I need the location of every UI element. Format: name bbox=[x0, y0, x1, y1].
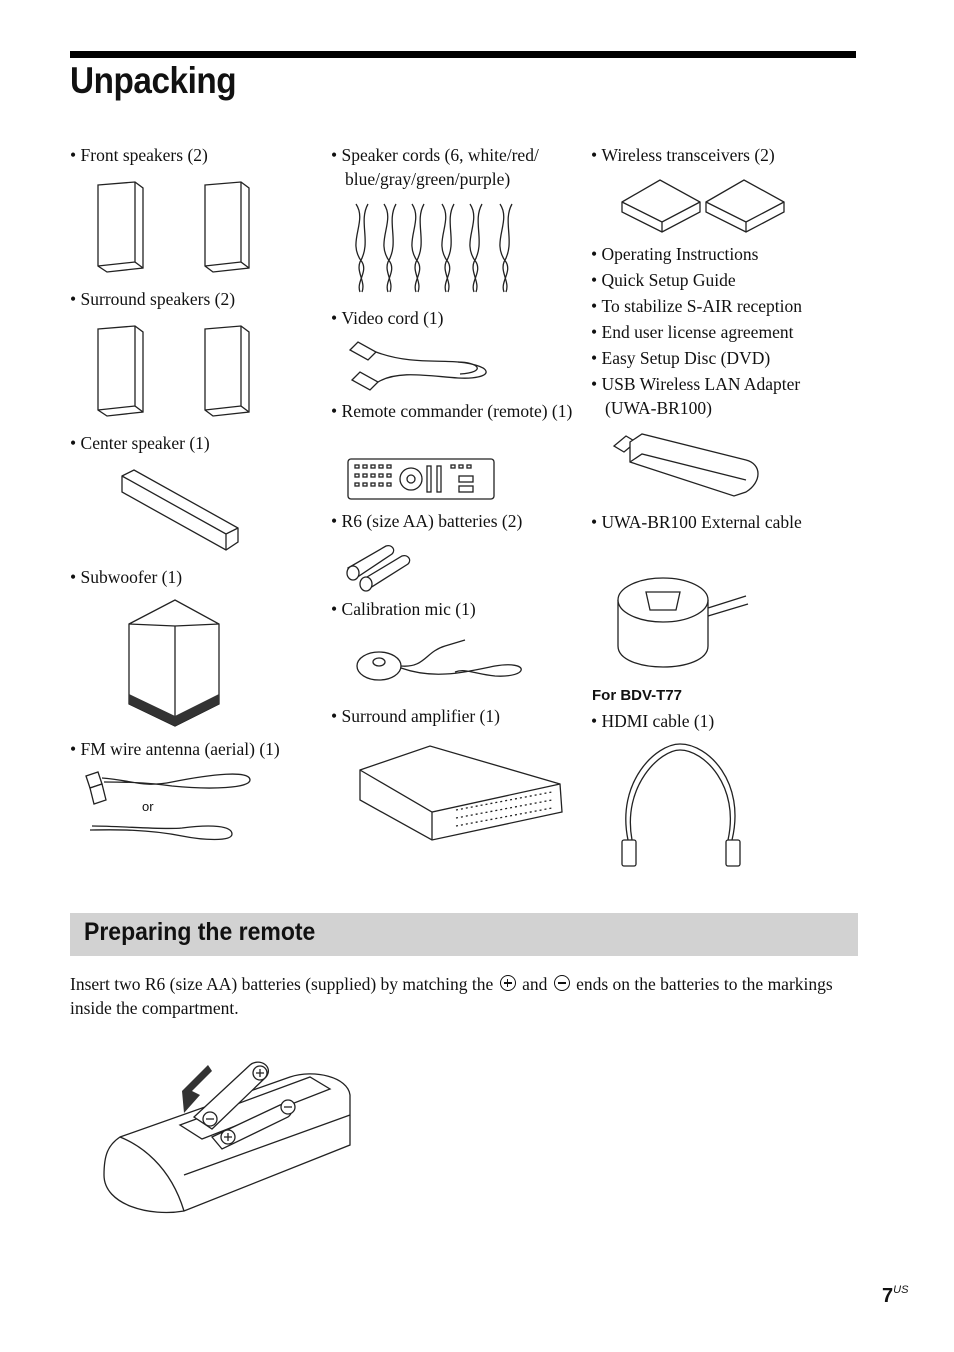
instructions-text-and: and bbox=[522, 974, 548, 994]
page-number bbox=[882, 1284, 908, 1308]
batteries-illustration bbox=[346, 542, 416, 590]
doc-eula: • End user license agreement bbox=[591, 320, 851, 344]
item-hdmi-cable: • HDMI cable (1) bbox=[591, 709, 845, 733]
instructions-text-1: Insert two R6 (size AA) batteries (supplied) by matching the bbox=[70, 974, 494, 994]
item-fm-antenna: • FM wire antenna (aerial) (1) bbox=[70, 737, 334, 761]
item-usb-wireless-lan: • USB Wireless LAN Adapter (UWA-BR100) bbox=[591, 372, 835, 420]
remote-illustration bbox=[347, 458, 497, 502]
remote-instructions bbox=[70, 972, 860, 1020]
title-rule bbox=[70, 51, 856, 58]
doc-easy-setup-disc: • Easy Setup Disc (DVD) bbox=[591, 346, 851, 370]
page-number-value: 7 bbox=[882, 1285, 894, 1307]
fm-antenna-illustration bbox=[82, 768, 257, 853]
item-wireless-transceivers: • Wireless transceivers (2) bbox=[591, 143, 845, 167]
front-speakers-illustration bbox=[95, 180, 255, 275]
model-heading: For BDV-T77 bbox=[592, 687, 683, 704]
item-calibration-mic: • Calibration mic (1) bbox=[331, 597, 585, 621]
section-heading: Preparing the remote bbox=[84, 918, 316, 946]
item-speaker-cords: • Speaker cords (6, white/red/ blue/gray/green/purple) bbox=[331, 143, 585, 191]
item-batteries: • R6 (size AA) batteries (2) bbox=[331, 509, 585, 533]
item-video-cord: • Video cord (1) bbox=[331, 306, 585, 330]
speaker-cords-illustration bbox=[352, 202, 527, 294]
doc-quick-setup-guide: • Quick Setup Guide bbox=[591, 268, 851, 292]
page-number-suffix: US bbox=[893, 1284, 909, 1296]
minus-symbol-icon bbox=[554, 975, 570, 991]
item-center-speaker: • Center speaker (1) bbox=[70, 431, 324, 455]
hdmi-cable-illustration bbox=[616, 742, 748, 872]
item-remote: • Remote commander (remote) (1) bbox=[331, 399, 585, 423]
battery-insertion-illustration bbox=[100, 1055, 355, 1215]
plus-symbol-icon bbox=[500, 975, 516, 991]
item-surround-amplifier: • Surround amplifier (1) bbox=[331, 704, 585, 728]
surround-amplifier-illustration bbox=[356, 740, 566, 842]
doc-operating-instructions: • Operating Instructions bbox=[591, 242, 851, 266]
surround-speakers-illustration bbox=[95, 324, 255, 419]
video-cord-illustration bbox=[348, 340, 493, 392]
calibration-mic-illustration bbox=[355, 632, 535, 694]
docs-list bbox=[591, 242, 851, 420]
wireless-transceivers-illustration bbox=[620, 178, 790, 236]
center-speaker-illustration bbox=[120, 470, 242, 555]
instructions-text-2: ends on the batteries to the markings inside the compartment. bbox=[70, 974, 833, 1018]
item-front-speakers: • Front speakers (2) bbox=[70, 143, 324, 167]
external-cable-illustration bbox=[616, 570, 756, 672]
usb-adapter-illustration bbox=[612, 432, 764, 498]
doc-s-air: • To stabilize S-AIR reception bbox=[591, 294, 851, 318]
or-label: or bbox=[142, 799, 154, 814]
item-subwoofer: • Subwoofer (1) bbox=[70, 565, 324, 589]
page-title: Unpacking bbox=[70, 60, 237, 101]
item-external-cable: • UWA-BR100 External cable bbox=[591, 510, 825, 534]
subwoofer-illustration bbox=[127, 600, 222, 730]
item-surround-speakers: • Surround speakers (2) bbox=[70, 287, 324, 311]
